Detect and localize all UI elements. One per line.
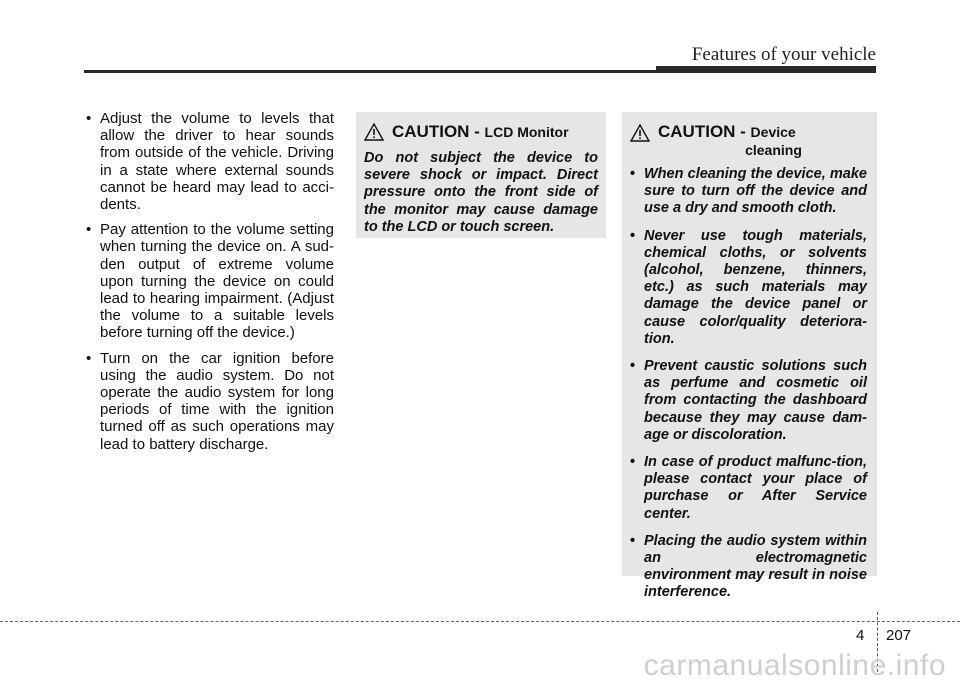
list-item: • Prevent caustic solutions such as perfume and cosmetic oil from contacting the dashboard because they may cause dam-age or discoloration. [630, 358, 867, 443]
caution-subject: LCD Monitor [484, 124, 569, 140]
header-rule-accent [656, 66, 876, 73]
list-item-text: Turn on the car ignition before using the audio system. Do not operate the audio system for long periods of time with the ignition turned off as such operations may lead to battery discharge. [100, 349, 334, 453]
list-item: • Adjust the volume to levels that allow the driver to hear sounds from outside of the vehicle. Driving in a state where external sounds cannot be heard may lead to acci-dents. [86, 110, 334, 214]
list-item-text: Placing the audio system within an electromagnetic environment may result in noise interference. [644, 532, 867, 601]
list-item: • When cleaning the device, make sure to turn off the device and use a dry and smooth cloth. [630, 166, 867, 217]
warning-triangle-icon [364, 123, 384, 141]
list-item-text: When cleaning the device, make sure to turn off the device and use a dry and smooth cloth. [644, 166, 867, 217]
caution-lcd-monitor-box [356, 112, 606, 238]
caution-label: CAUTION - [658, 122, 751, 141]
list-item: • Never use tough materials, chemical cloths, or solvents (alcohol, benzene, thinners, etc.) as such materials may damage the device panel or cause color/quality deteriora-tion. [630, 227, 867, 347]
caution-device-cleaning-box [622, 112, 877, 601]
caution-body: Do not subject the device to severe shock or impact. Direct pressure onto the front side of the monitor may cause damage to the LCD or touch screen. [364, 150, 598, 235]
list-item-text: Pay attention to the volume setting when turning the device on. A sud-den output of extreme volume upon turning the device on could lead to hearing impairment. (Adjust the volume to a suitable levels before turning off the device.) [100, 221, 334, 342]
list-item-text: In case of product malfunc-tion, please contact your place of purchase or After Service center. [644, 454, 867, 522]
list-item: • In case of product malfunc-tion, please contact your place of purchase or After Service center. [630, 454, 867, 522]
list-item-text: Prevent caustic solutions such as perfume and cosmetic oil from contacting the dashboard because they may cause dam-age or discoloration. [644, 358, 867, 443]
left-column [86, 110, 334, 461]
page-header-title: Features of your vehicle [691, 44, 876, 65]
list-item-text: Never use tough materials, chemical cloths, or solvents (alcohol, benzene, thinners, etc.) as such materials may damage the device panel or cause color/quality deteriora-tion. [644, 227, 867, 347]
caution-list [630, 166, 869, 602]
list-item: • Placing the audio system within an electromagnetic environment may result in noise interference. [630, 532, 867, 601]
caution-heading [364, 122, 598, 142]
list-item: • Pay attention to the volume setting when turning the device on. A sud-den output of extreme volume upon turning the device on could lead to hearing impairment. (Adjust the volume to a suitable levels before turning off the device.) [86, 221, 334, 342]
page-number: 207 [886, 627, 912, 644]
chapter-number: 4 [856, 627, 865, 644]
list-item-text: Adjust the volume to levels that allow the driver to hear sounds from outside of the vehicle. Driving in a state where external sounds cannot be heard may lead to acci-dents. [100, 110, 334, 214]
caution-subject-continued: cleaning [745, 142, 802, 158]
caution-heading [630, 122, 869, 158]
footer-rule [0, 621, 960, 622]
warning-triangle-icon [630, 124, 650, 142]
list-item: • Turn on the car ignition before using the audio system. Do not operate the audio system for long periods of time with the ignition turned off as such operations may lead to battery discharge. [86, 349, 334, 453]
caution-label: CAUTION - [392, 122, 485, 141]
watermark: carmanualsonline.info [643, 649, 946, 682]
caution-subject: Device [750, 124, 796, 140]
